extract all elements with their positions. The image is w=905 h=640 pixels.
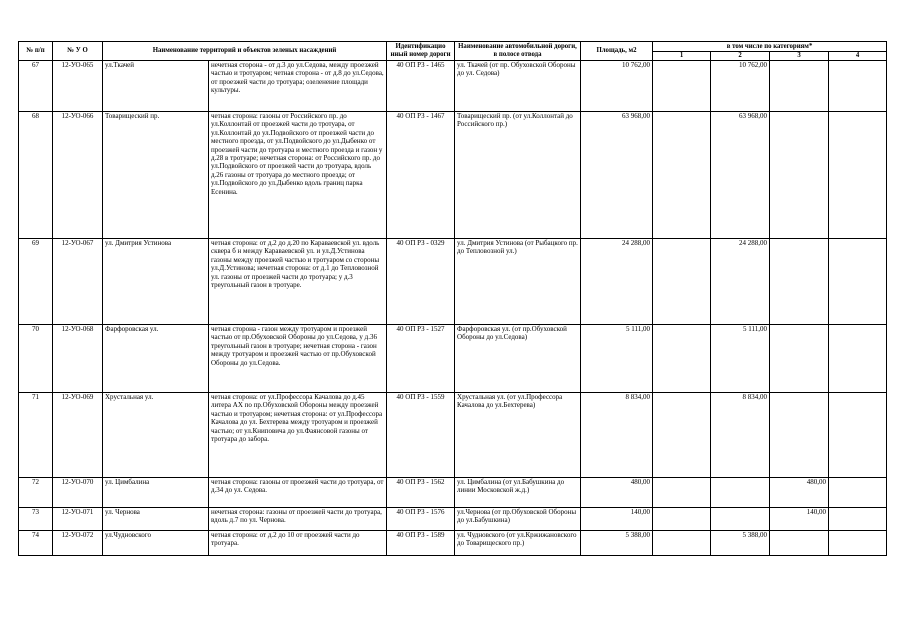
row-road-name: ул. Чудновского (от ул.Кржижановского до Товарищеского пр.) xyxy=(455,531,581,556)
row-uo-code: 12-УО-072 xyxy=(53,531,103,556)
row-category-4 xyxy=(829,239,887,325)
header-area: Площадь, м2 xyxy=(581,42,653,61)
row-area: 8 834,00 xyxy=(581,393,653,478)
row-category-3 xyxy=(770,239,829,325)
row-category-2: 5 111,00 xyxy=(711,325,770,393)
row-area: 480,00 xyxy=(581,478,653,508)
row-territory-name: Товарищеский пр. xyxy=(103,112,209,239)
table-row xyxy=(19,478,887,508)
row-category-4 xyxy=(829,325,887,393)
row-category-1 xyxy=(653,508,711,531)
row-road-name: Фарфоровская ул. (от пр.Обуховской Обороны до ул.Седова) xyxy=(455,325,581,393)
row-area: 5 111,00 xyxy=(581,325,653,393)
row-category-3 xyxy=(770,325,829,393)
row-category-4 xyxy=(829,531,887,556)
row-category-3 xyxy=(770,112,829,239)
row-description: четная сторона: от ул.Профессора Качалова до д.45 литера АХ по пр.Обуховской Обороны между проезжей частью и тротуаром; нечетная сторона: от ул.Профессора Качалова до ул. Бехтерева между тротуаром и проезжей частью; от ул.Книповича до ул.Фаянсовой газоны от тротуара до забора. xyxy=(209,393,387,478)
row-uo-code: 12-УО-069 xyxy=(53,393,103,478)
header-category-2: 2 xyxy=(711,52,770,61)
row-category-2 xyxy=(711,478,770,508)
row-category-1 xyxy=(653,61,711,112)
header-category-3: 3 xyxy=(770,52,829,61)
row-road-name: ул. Цимбалина (от ул.Бабушкина до линии Московской ж.д.) xyxy=(455,478,581,508)
header-name: Наименование территорий и объектов зеленых насаждений xyxy=(103,42,387,61)
row-road-id: 40 ОП РЗ - 1589 xyxy=(387,531,455,556)
header-category-1: 1 xyxy=(653,52,711,61)
table-row xyxy=(19,61,887,112)
row-road-name: Хрустальная ул. (от ул.Профессора Качалова до ул.Бехтерева) xyxy=(455,393,581,478)
row-category-4 xyxy=(829,112,887,239)
row-description: четная сторона: газоны от Российского пр. до ул.Коллонтай от проезжей части до тротуара, от ул.Коллонтай до ул.Подвойского от проезжей части до местного проезда, от ул.Подвойского до ул.Дыбенко от проезжей части до тротуара и местного проезда и газон у д.28 в тротуаре; нечетная сторона: от Российского пр. до ул.Подвойского от проезжей части до тротуара, вдоль д.26 газоны от тротуара до местного проезда; от ул.Подвойского до ул.Дыбенко вдоль границ парка Есенина. xyxy=(209,112,387,239)
registry-table xyxy=(18,41,887,556)
row-category-4 xyxy=(829,508,887,531)
header-road: Наименование автомобильной дороги, в полосе отвода xyxy=(455,42,581,61)
row-description: четная сторона: от д.2 до 10 от проезжей части до тротуара. xyxy=(209,531,387,556)
header-ident: Идентификацио нный номер дороги xyxy=(387,42,455,61)
row-category-4 xyxy=(829,393,887,478)
row-road-name: ул. Дмитрия Устинова (от Рыбацкого пр. до Тепловозной ул.) xyxy=(455,239,581,325)
row-description: четная сторона: от д.2 до д.20 по Караваевской ул. вдоль сквера б н между Караваевской ул. и ул.Д.Устинова газоны между проезжей частью и тротуаром со стороны ул.Д.Устинова; нечетная сторона: от д.1 до Тепловозной ул. газоны от проезжей части до тротуара; у д.3 треугольный газон в тротуаре. xyxy=(209,239,387,325)
row-area: 24 288,00 xyxy=(581,239,653,325)
row-description: нечетная сторона - от д.3 до ул.Седова, между проезжей частью и тротуаром; четная сторона - от д.8 до ул.Седова, от проезжей части до тротуара; озеленение площади культуры. xyxy=(209,61,387,112)
row-road-name: ул. Ткачей (от пр. Обуховской Обороны до ул. Седова) xyxy=(455,61,581,112)
row-category-3 xyxy=(770,61,829,112)
row-description: четная сторона - газон между тротуаром и проезжей частью от пр.Обуховской Обороны до ул.Седова, у д.36 треугольный газон в тротуаре; нечетная сторона - газон между тротуаром и проезжей частью от пр.Обуховской Обороны до ул.Седова. xyxy=(209,325,387,393)
row-number: 69 xyxy=(19,239,53,325)
row-number: 72 xyxy=(19,478,53,508)
row-road-id: 40 ОП РЗ - 1467 xyxy=(387,112,455,239)
row-category-2: 63 968,00 xyxy=(711,112,770,239)
row-uo-code: 12-УО-066 xyxy=(53,112,103,239)
row-road-name: Товарищеский пр. (от ул.Коллонтай до Российского пр.) xyxy=(455,112,581,239)
table-row xyxy=(19,112,887,239)
row-description: четная сторона: газоны от проезжей части до тротуара, от д.34 до ул. Седова. xyxy=(209,478,387,508)
row-area: 140,00 xyxy=(581,508,653,531)
row-description: нечетная сторона: газоны от проезжей части до тротуара, вдоль д.7 по ул. Чернова. xyxy=(209,508,387,531)
row-category-1 xyxy=(653,239,711,325)
table-row xyxy=(19,531,887,556)
row-category-2: 8 834,00 xyxy=(711,393,770,478)
row-category-1 xyxy=(653,393,711,478)
header-category-group: в том числе по категориям* xyxy=(653,42,887,52)
row-uo-code: 12-УО-070 xyxy=(53,478,103,508)
row-category-2 xyxy=(711,508,770,531)
row-category-1 xyxy=(653,325,711,393)
table-row xyxy=(19,393,887,478)
row-territory-name: ул.Ткачей xyxy=(103,61,209,112)
row-category-3: 140,00 xyxy=(770,508,829,531)
table-row xyxy=(19,239,887,325)
row-road-id: 40 ОП РЗ - 1527 xyxy=(387,325,455,393)
row-territory-name: Хрустальная ул. xyxy=(103,393,209,478)
row-area: 63 968,00 xyxy=(581,112,653,239)
row-category-4 xyxy=(829,478,887,508)
row-area: 5 388,00 xyxy=(581,531,653,556)
row-area: 10 762,00 xyxy=(581,61,653,112)
row-category-1 xyxy=(653,112,711,239)
row-category-4 xyxy=(829,61,887,112)
row-uo-code: 12-УО-068 xyxy=(53,325,103,393)
row-category-1 xyxy=(653,531,711,556)
row-territory-name: ул. Чернова xyxy=(103,508,209,531)
row-number: 70 xyxy=(19,325,53,393)
row-road-id: 40 ОП РЗ - 0329 xyxy=(387,239,455,325)
row-road-id: 40 ОП РЗ - 1465 xyxy=(387,61,455,112)
header-category-4: 4 xyxy=(829,52,887,61)
row-uo-code: 12-УО-065 xyxy=(53,61,103,112)
row-category-1 xyxy=(653,478,711,508)
row-category-2: 5 388,00 xyxy=(711,531,770,556)
row-territory-name: ул. Дмитрия Устинова xyxy=(103,239,209,325)
row-number: 68 xyxy=(19,112,53,239)
row-road-id: 40 ОП РЗ - 1559 xyxy=(387,393,455,478)
table-row xyxy=(19,325,887,393)
row-category-3: 480,00 xyxy=(770,478,829,508)
header-uo: № У О xyxy=(53,42,103,61)
table-row xyxy=(19,508,887,531)
row-number: 67 xyxy=(19,61,53,112)
row-category-3 xyxy=(770,393,829,478)
row-category-2: 24 288,00 xyxy=(711,239,770,325)
row-uo-code: 12-УО-067 xyxy=(53,239,103,325)
row-road-name: ул.Чернова (от пр.Обуховской Обороны до ул.Бабушкина) xyxy=(455,508,581,531)
row-territory-name: ул.Чудновского xyxy=(103,531,209,556)
row-road-id: 40 ОП РЗ - 1562 xyxy=(387,478,455,508)
row-number: 73 xyxy=(19,508,53,531)
row-territory-name: Фарфоровская ул. xyxy=(103,325,209,393)
header-num: № п/п xyxy=(19,42,53,61)
row-category-2: 10 762,00 xyxy=(711,61,770,112)
row-road-id: 40 ОП РЗ - 1576 xyxy=(387,508,455,531)
row-number: 74 xyxy=(19,531,53,556)
row-uo-code: 12-УО-071 xyxy=(53,508,103,531)
row-number: 71 xyxy=(19,393,53,478)
row-category-3 xyxy=(770,531,829,556)
row-territory-name: ул. Цимбалина xyxy=(103,478,209,508)
